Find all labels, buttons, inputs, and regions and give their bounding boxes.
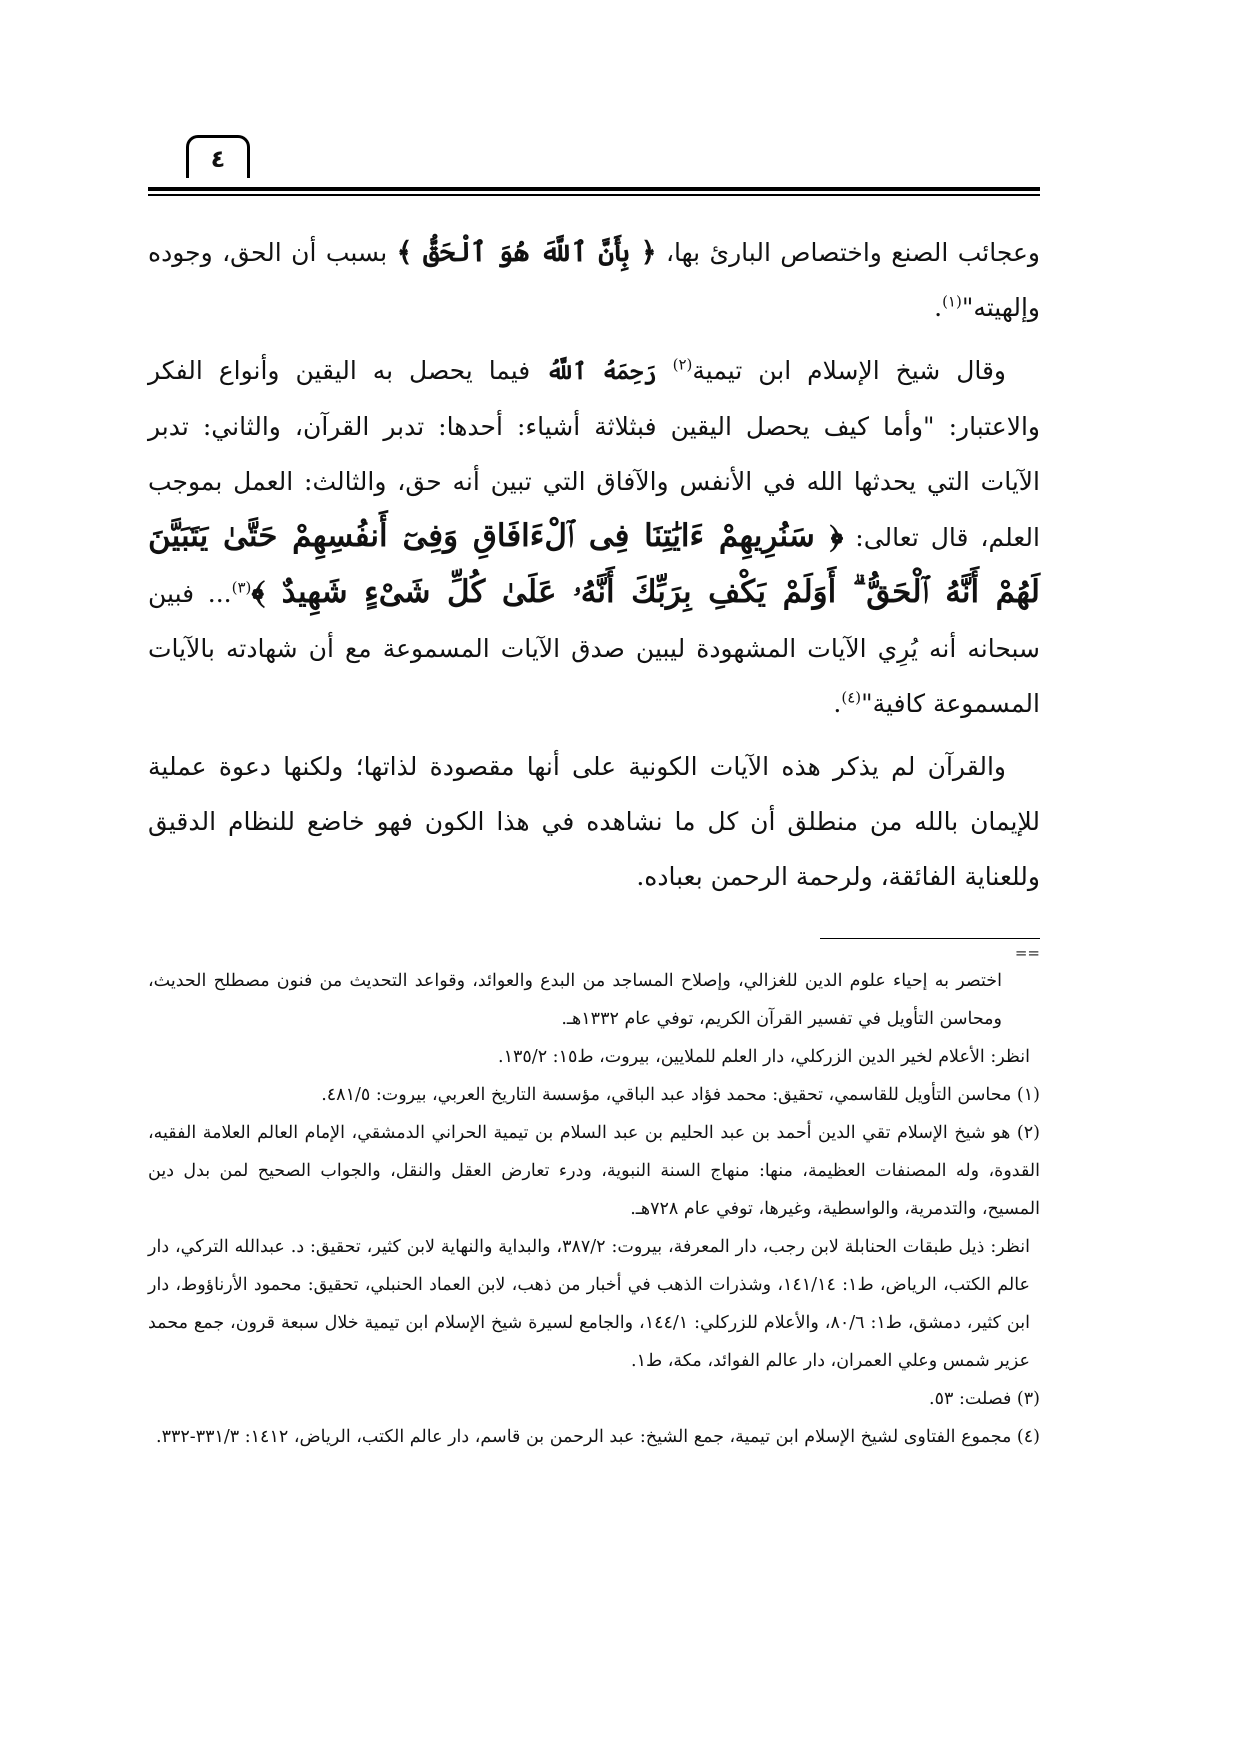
footnote-continuation-marker: == bbox=[1014, 944, 1040, 962]
paragraph-2-text-3: ... فبين سبحانه أنه يُرِي الآيات المشهودة ليبين صدق الآيات المسموعة مع أن شهادته بالآيات المسموعة كافية" bbox=[148, 579, 1040, 718]
footnote-1: (١) محاسن التأويل للقاسمي، تحقيق: محمد فؤاد عبد الباقي، مؤسسة التاريخ العربي، بيروت: ٤٨١/٥. bbox=[321, 1085, 1040, 1105]
honorific: رَحِمَهُ ٱللَّهُ bbox=[530, 358, 673, 385]
footnote-2-source: انظر: ذيل طبقات الحنابلة لابن رجب، دار المعرفة، بيروت: ٣٨٧/٢، والبداية والنهاية لابن كثير، تحقيق: د. عبدالله التركي، دار عالم الكتب، الرياض، ط١: ١٤١/١٤، وشذرات الذهب في أخبار من ذهب، لابن العماد الحنبلي، تحقيق: محمود الأرناؤوط، دار ابن كثير، دمشق، ط١: ٨٠/٦، والأعلام للزركلي: ١٤٤/١، والجامع لسيرة شيخ الإسلام ابن تيمية خلال سبعة قرون، جمع محمد عزير شمس وعلي العمران، دار عالم الفوائد، مكة، ط١. bbox=[148, 1237, 1030, 1371]
footnote-4: (٤) مجموع الفتاوى لشيخ الإسلام ابن تيمية، جمع الشيخ: عبد الرحمن بن قاسم، دار عالم الكتب، الرياض، ١٤١٢: ٣٣١/٣-٣٣٢. bbox=[155, 1427, 1040, 1447]
paragraph-1 bbox=[148, 225, 1040, 335]
paragraph-1-text: وعجائب الصنع واختصاص البارئ بها، bbox=[656, 238, 1040, 267]
footnote-3: (٣) فصلت: ٥٣. bbox=[929, 1389, 1040, 1409]
footnote-continuation-source: انظر: الأعلام لخير الدين الزركلي، دار العلم للملايين، بيروت، ط١٥: ١٣٥/٢. bbox=[498, 1047, 1030, 1067]
footnotes bbox=[148, 962, 1040, 1456]
footnote-ref-4: (٤) bbox=[841, 688, 862, 707]
main-text bbox=[148, 225, 1040, 912]
quran-verse-1: ﴿ بِأَنَّ ٱللَّهَ هُوَ ٱلْحَقُّ ﴾ bbox=[396, 237, 657, 268]
header-rule-thin bbox=[148, 194, 1040, 196]
paragraph-1-text-2: بسبب أن الحق، وجوده وإلهيته" bbox=[148, 238, 1040, 322]
header-rule bbox=[148, 187, 1040, 191]
paragraph-2-text-2: فيما يحصل به اليقين وأنواع الفكر والاعتبار: "وأما كيف يحصل اليقين فبثلاثة أشياء: أحدها: تدبر القرآن، والثاني: تدبر الآيات التي يحدثها الله في الأنفس والآفاق التي تبين أنه حق، والثالث: العمل بموجب العلم، قال تعالى: bbox=[148, 356, 1040, 552]
paragraph-2-text: وقال شيخ الإسلام ابن تيمية bbox=[692, 356, 1007, 385]
footnote-ref-1: (١) bbox=[942, 292, 962, 311]
paragraph-3: والقرآن لم يذكر هذه الآيات الكونية على أنها مقصودة لذاتها؛ ولكنها دعوة عملية للإيمان بالله من منطلق أن كل ما نشاهده في هذا الكون فهو خاضع للنظام الدقيق وللعناية الفائقة، ولرحمة الرحمن بعباده. bbox=[148, 752, 1040, 891]
paragraph-1-end: . bbox=[934, 293, 943, 322]
footnote-continuation: اختصر به إحياء علوم الدين للغزالي، وإصلاح المساجد من البدع والعوائد، وقواعد التحديث من فنون مصطلح الحديث، ومحاسن التأويل في تفسير القرآن الكريم، توفي عام ١٣٣٢هـ. bbox=[148, 971, 1002, 1029]
page-number: ٤ bbox=[186, 135, 250, 178]
footnote-ref-3: (٣) bbox=[231, 578, 252, 597]
paragraph-2-end: . bbox=[833, 689, 842, 718]
footnote-separator bbox=[820, 938, 1040, 939]
footnote-2: (٢) هو شيخ الإسلام تقي الدين أحمد بن عبد الحليم بن عبد السلام بن تيمية الحراني الدمشقي، الإمام العالم العلامة الفقيه، القدوة، وله المصنفات العظيمة، منها: منهاج السنة النبوية، ودرء تعارض العقل والنقل، والجواب الصحيح لمن بدل دين المسيح، والتدمرية، والواسطية، وغيرها، توفي عام ٧٢٨هـ. bbox=[148, 1123, 1040, 1219]
paragraph-2 bbox=[148, 343, 1040, 731]
quran-verse-2: ﴿ سَنُرِيهِمْ ءَايَٰتِنَا فِى ٱلْءَافَاقِ وَفِىٓ أَنفُسِهِمْ حَتَّىٰ يَتَبَيَّنَ لَهُمْ أَنَّهُ ٱلْحَقُّ ۗ أَوَلَمْ يَكْفِ بِرَبِّكَ أَنَّهُۥ عَلَىٰ كُلِّ شَىْءٍ شَهِيدٌ ﴾ bbox=[148, 518, 1041, 610]
page-header bbox=[148, 135, 1040, 195]
footnote-ref-2: (٢) bbox=[672, 355, 693, 374]
